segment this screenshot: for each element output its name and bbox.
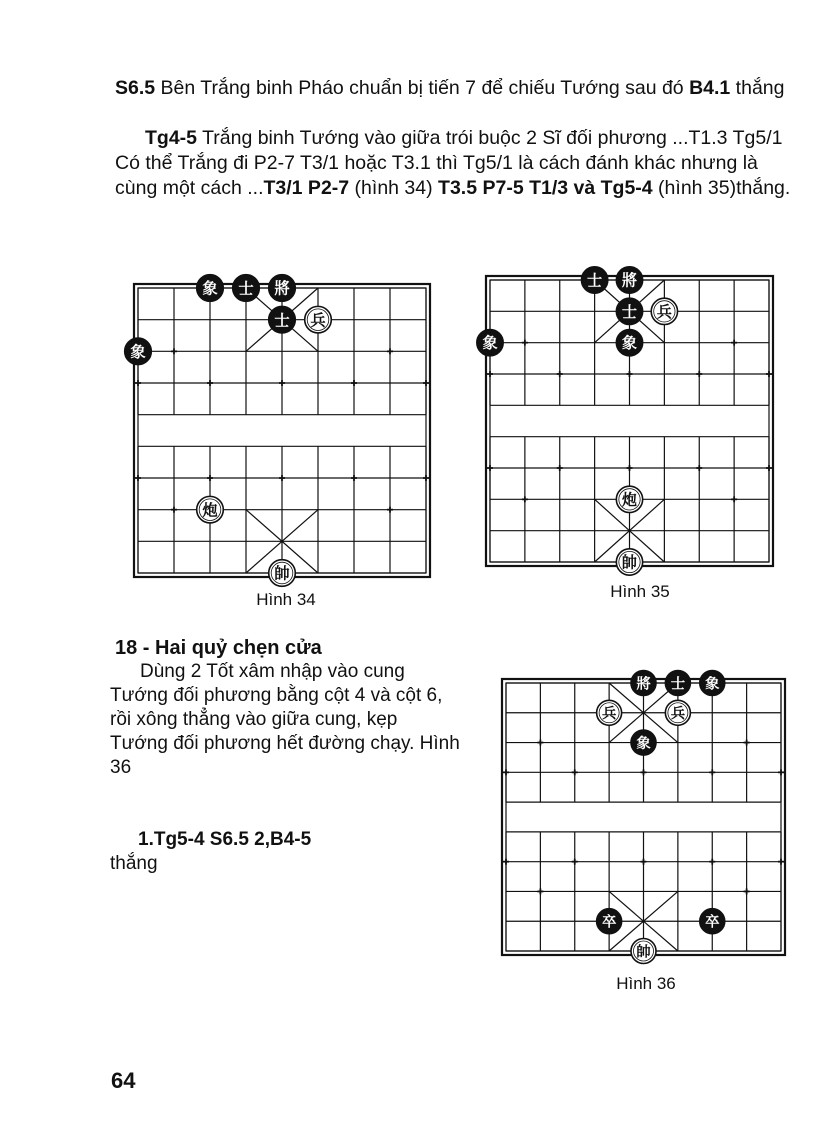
paragraph1-run: Bên Trắng binh Pháo chuẩn bị tiến 7 để chiếu Tướng sau đó: [155, 77, 690, 99]
piece-glyph: 象: [705, 676, 720, 693]
piece-glyph: 兵: [601, 706, 617, 723]
piece-black: [197, 275, 224, 302]
piece-black: [269, 275, 296, 302]
piece-glyph: 將: [636, 676, 651, 693]
paragraph2-run: (hình 35)thắng.: [652, 177, 791, 199]
piece-red: [616, 486, 642, 512]
piece-black: [597, 909, 622, 934]
piece-glyph: 士: [274, 311, 290, 330]
piece-glyph: 炮: [621, 490, 638, 509]
piece-black: [700, 670, 725, 695]
piece-glyph: 士: [587, 271, 603, 290]
piece-black: [616, 298, 642, 324]
piece-glyph: 象: [636, 735, 651, 752]
piece-black: [269, 306, 296, 333]
piece-black: [233, 275, 260, 302]
paragraph1-run: thắng: [730, 77, 785, 99]
diagram-34: [128, 278, 436, 588]
piece-glyph: 帥: [274, 564, 290, 583]
piece-black: [477, 330, 503, 356]
caption-36: Hình 36: [616, 974, 676, 993]
section-title: 18 - Hai quỷ chẹn cửa: [115, 637, 322, 659]
piece-glyph: 象: [130, 342, 146, 361]
piece-glyph: 象: [482, 334, 498, 353]
piece-glyph: 兵: [670, 706, 686, 723]
piece-glyph: 將: [274, 279, 290, 298]
paragraph2-run: T3.5 P7-5 T1/3 và Tg5-4: [438, 177, 653, 199]
piece-glyph: 士: [670, 676, 686, 693]
paragraph2-run: Tg4-5: [145, 127, 198, 149]
piece-black: [700, 909, 725, 934]
paragraph2-run: (hình 34): [349, 177, 439, 199]
moves-tail: thắng: [110, 853, 158, 874]
piece-glyph: 卒: [601, 914, 617, 931]
piece-glyph: 帥: [636, 944, 651, 961]
piece-black: [665, 670, 690, 695]
piece-glyph: 兵: [656, 302, 672, 321]
xiangqi-board: [496, 673, 791, 961]
paragraph1-run: S6.5: [115, 77, 156, 99]
piece-black: [581, 267, 607, 293]
paragraph2-run: Trắng binh Tướng vào giữa trói buộc 2 Sĩ đối phương ...T1.3 Tg5/1 Có thể Trắng đi P2-7 T3/1 hoặc T3.1 thì Tg5/1 là cách đánh khác nhưng là cùng một cách ...: [115, 127, 783, 199]
caption-35: Hình 35: [610, 582, 670, 601]
diagram-36: [496, 673, 791, 966]
section-body: Dùng 2 Tốt xâm nhập vào cung Tướng đối phương bằng cột 4 và cột 6, rồi xông thẳng vào giữa cung, kẹp Tướng đối phương hết đường chạy. Hình 36: [110, 661, 460, 778]
piece-black: [631, 730, 656, 755]
moves-line: [110, 828, 460, 876]
piece-red: [616, 549, 642, 575]
piece-glyph: 將: [621, 271, 638, 290]
xiangqi-board: [128, 278, 436, 583]
caption-34: Hình 34: [256, 590, 316, 609]
piece-red: [305, 306, 332, 333]
xiangqi-board: [480, 270, 779, 572]
diagram-35: [480, 270, 779, 577]
piece-red: [631, 938, 656, 963]
piece-red: [665, 700, 690, 725]
piece-glyph: 帥: [621, 553, 638, 572]
paragraph-2: [115, 126, 795, 201]
paragraph2-run: T3/1 P2-7: [263, 177, 350, 199]
piece-glyph: 士: [238, 279, 254, 298]
page-number: 64: [111, 1068, 136, 1093]
paragraph-1: [115, 76, 795, 101]
piece-black: [616, 267, 642, 293]
piece-glyph: 炮: [202, 501, 218, 520]
piece-red: [597, 700, 622, 725]
piece-black: [616, 330, 642, 356]
piece-glyph: 象: [621, 334, 638, 353]
piece-glyph: 兵: [310, 311, 326, 330]
piece-glyph: 卒: [705, 914, 720, 931]
piece-glyph: 士: [621, 302, 638, 321]
piece-red: [651, 298, 677, 324]
piece-black: [125, 338, 152, 365]
piece-red: [269, 560, 296, 587]
piece-red: [197, 496, 224, 523]
moves-bold: 1.Tg5-4 S6.5 2,B4-5: [138, 829, 312, 850]
piece-black: [631, 670, 656, 695]
piece-glyph: 象: [202, 279, 218, 298]
paragraph1-run: B4.1: [689, 77, 731, 99]
